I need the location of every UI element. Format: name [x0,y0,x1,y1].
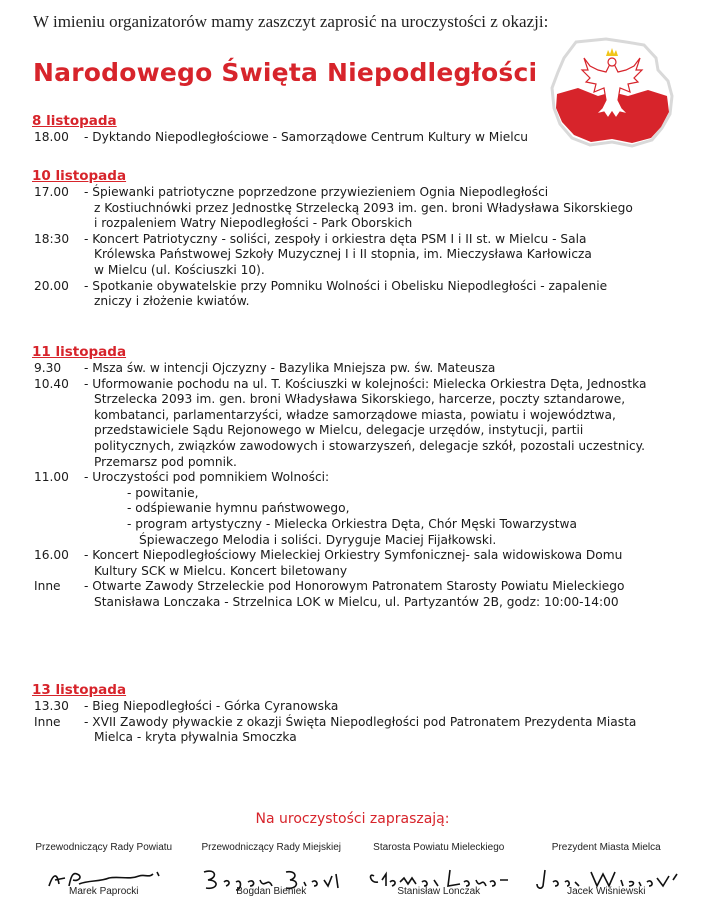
signatory-role: Prezydent Miasta Mielca [551,842,661,853]
signatory [20,842,188,897]
event-text: Kultury SCK w Mielcu. Koncert biletowany [94,563,348,578]
day-11-listopada [32,344,672,611]
event-text: - Msza św. w intencji Ojczyzny - Bazylika Mniejsza pw. św. Mateusza [84,361,496,375]
signatory [188,842,356,897]
event-text: - Uformowanie pochodu na ul. T. Kościuszki w kolejności: Mielecka Orkiestra Dęta, Jednostka [84,376,647,391]
event-text: Królewska Państwowej Szkoły Muzycznej I i II stopnia, im. Mieczysława Karłowicza [94,247,592,262]
day-10-listopada [32,168,672,310]
event-subitem: - program artystyczny - Mielecka Orkiestra Dęta, Chór Męski Towarzystwa [127,516,577,531]
event-text: - Śpiewanki patriotyczne poprzedzone przywiezieniem Ognia Niepodległości [84,185,549,199]
event-text: kombatanci, parlamentarzyści, władze samorządowe miasta, powiatu i województwa, [94,407,616,422]
event-text: - Bieg Niepodległości - Górka Cyranowska [84,699,339,713]
day-13-listopada [32,682,672,746]
event-time: Inne [34,714,61,729]
day-heading: 11 listopada [32,344,127,360]
event-row [32,377,672,471]
event-time: 13.30 [34,699,69,713]
signatory-name: Bogdan Bieniek [236,886,307,897]
event-subitem: - powitanie, [127,485,199,500]
page-title: Narodowego Święta Niepodległości [33,58,538,87]
event-row [32,232,672,279]
event-time: 18:30 [34,231,70,246]
event-time: 11.00 [34,470,69,485]
event-text: Strzelecka 2093 im. gen. broni Władysława Sikorskiego, harcerze, poczty sztandarowe, [94,392,626,407]
event-subitem: Śpiewaczego Melodia i soliści. Dyryguje Maciej Fijałkowski. [139,532,497,547]
event-text: i rozpaleniem Watry Niepodległości - Park Oborskich [94,216,413,231]
event-text: - Koncert Niepodległościowy Mieleckiej Orkiestry Symfonicznej- sala widowiskowa Domu [84,548,623,563]
day-heading: 10 listopada [32,168,127,184]
event-time: 10.40 [34,376,69,391]
signatory-role: Przewodniczący Rady Powiatu [35,842,173,853]
event-time: 9.30 [34,361,62,375]
event-row [32,579,672,610]
event-time: 17.00 [34,185,69,199]
event-text: Przemarsz pod pomnik. [94,454,237,469]
event-time: 20.00 [34,278,69,293]
event-row [32,470,672,548]
event-text: - XVII Zawody pływackie z okazji Święta Niepodległości pod Patronatem Prezydenta Miasta [84,714,637,729]
signatories [20,842,690,897]
event-row [32,279,672,310]
signatory-role: Przewodniczący Rady Miejskiej [201,842,341,853]
event-text: z Kostiuchnówki przez Jednostkę Strzelecką 2093 im. gen. broni Władysława Sikorskiego [94,200,633,215]
event-row [32,361,672,377]
event-row [32,548,672,579]
event-text: - Dyktando Niepodległościowe - Samorządowe Centrum Kultury w Mielcu [84,130,529,144]
event-time: 18.00 [34,130,69,144]
signatory-name: Stanisław Lonczak [397,886,481,897]
event-time: Inne [34,579,61,594]
day-heading: 8 listopada [32,113,117,129]
event-subitem: - odśpiewanie hymnu państwowego, [127,501,350,516]
event-text: - Koncert Patriotyczny - soliści, zespoły i orkiestra dęta PSM I i II st. w Mielcu - Sala [84,231,587,246]
event-row [32,699,672,715]
event-text: - Otwarte Zawody Strzeleckie pod Honorowym Patronatem Starosty Powiatu Mieleckiego [84,579,625,594]
day-heading: 13 listopada [32,682,127,698]
event-time: 16.00 [34,548,69,563]
invitation-heading: Na uroczystości zapraszają: [255,811,450,827]
event-text: - Spotkanie obywatelskie przy Pomniku Wolności i Obelisku Niepodległości - zapalenie [84,278,608,293]
event-text: Mielca - kryta pływalnia Smoczka [94,730,297,745]
event-row [32,185,672,232]
intro-text: W imieniu organizatorów mamy zaszczyt zaprosić na uroczystości z okazji: [33,12,549,31]
signatory [355,842,523,897]
signatory-name: Jacek Wiśniewski [567,886,646,897]
event-text: w Mielcu (ul. Kościuszki 10). [94,262,265,277]
event-text: zniczy i złożenie kwiatów. [94,294,250,309]
event-row [32,715,672,746]
signatory-name: Marek Paprocki [69,886,139,897]
signatory [523,842,691,897]
event-text: Stanisława Lonczaka - Strzelnica LOK w Mielcu, ul. Partyzantów 2B, godz: 10:00-14:00 [94,594,619,609]
event-text: przedstawiciele Sądu Rejonowego w Mielcu, delegacje urzędów, instytucji, partii [94,423,584,438]
event-text: - Uroczystości pod pomnikiem Wolności: [84,470,330,485]
event-row [32,130,672,146]
day-8-listopada [32,113,672,146]
signatory-role: Starosta Powiatu Mieleckiego [373,842,505,853]
event-text: politycznych, związków zawodowych i stowarzyszeń, delegacje szkół, pozostali uczestnicy. [94,438,645,453]
